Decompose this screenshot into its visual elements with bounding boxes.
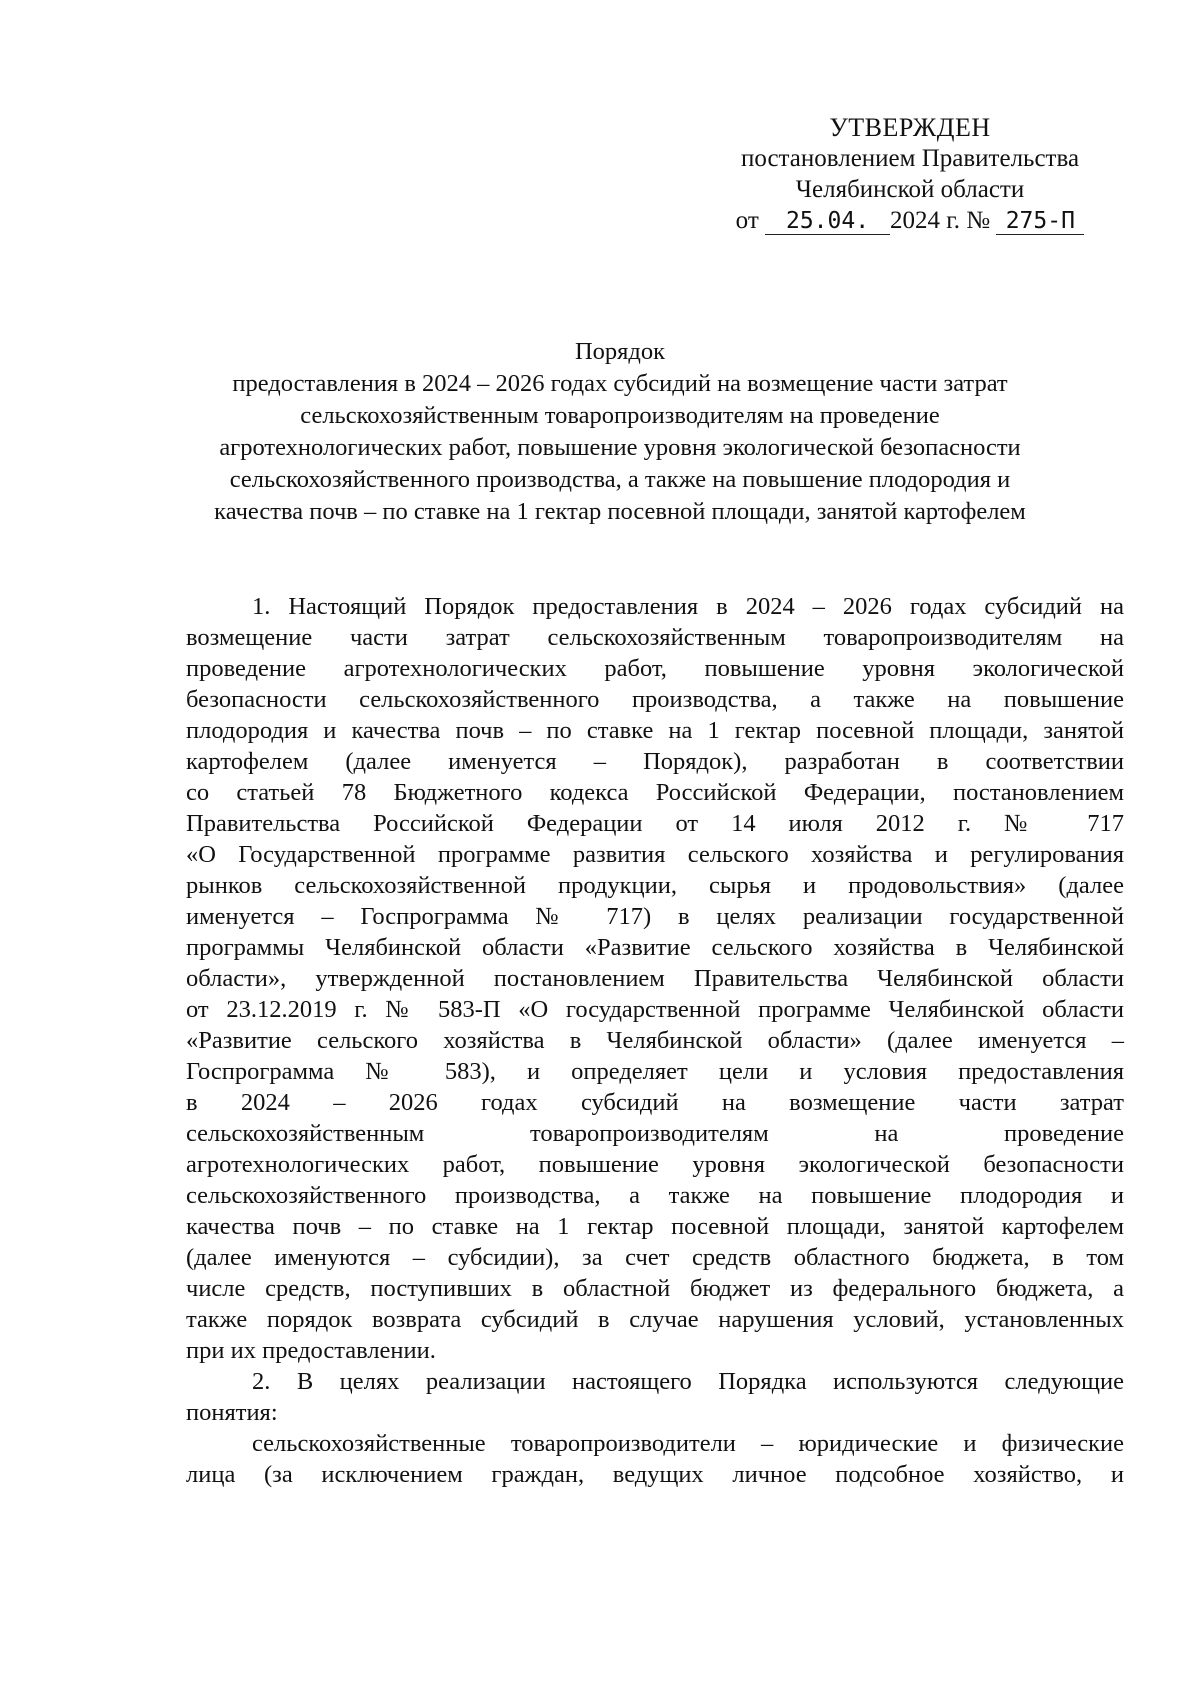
title-name: Порядок — [574, 338, 666, 365]
body-line: безопасности сельскохозяйственного производства, а также на повышение — [186, 686, 1124, 713]
body-line: сельскохозяйственные товаропроизводители – юридические и физические — [252, 1430, 1124, 1457]
body-line: программы Челябинской области «Развитие сельского хозяйства в Челябинской — [186, 934, 1124, 961]
body-line: лица (за исключением граждан, ведущих личное подсобное хозяйство, и — [186, 1461, 1124, 1488]
document-body — [186, 591, 1124, 1490]
body-line: (далее именуются – субсидии), за счет средств областного бюджета, в том — [186, 1244, 1124, 1271]
body-line: в 2024 – 2026 годах субсидий на возмещение части затрат — [186, 1089, 1124, 1116]
body-line: 1. Настоящий Порядок предоставления в 2024 – 2026 годах субсидий на — [252, 593, 1124, 620]
approval-word: УТВЕРЖДЕН — [829, 113, 991, 142]
title-line: качества почв – по ставке на 1 гектар посевной площади, занятой картофелем — [214, 498, 1026, 525]
body-line: качества почв – по ставке на 1 гектар посевной площади, занятой картофелем — [186, 1213, 1124, 1240]
body-line: агротехнологических работ, повышение уровня экологической безопасности — [186, 1151, 1124, 1178]
body-line: сельскохозяйственного производства, а также на повышение плодородия и — [186, 1182, 1124, 1209]
body-line: при их предоставлении. — [186, 1337, 436, 1364]
body-line: рынков сельскохозяйственной продукции, сырья и продовольствия» (далее — [186, 872, 1124, 899]
approval-line-1: постановлением Правительства — [740, 145, 1080, 172]
approval-year: 2024 г. № — [890, 207, 991, 234]
approval-stamp — [720, 112, 1100, 236]
body-line: от 23.12.2019 г. № 583-П «О государственной программе Челябинской области — [186, 996, 1124, 1023]
approval-number-field: 275-П — [996, 208, 1084, 235]
approval-date-line — [720, 205, 1100, 236]
body-line: понятия: — [186, 1399, 278, 1426]
approval-date-field: 25.04. — [765, 208, 890, 235]
body-line: «Развитие сельского хозяйства в Челябинской области» (далее именуется – — [186, 1027, 1124, 1054]
body-line: числе средств, поступивших в областной бюджет из федерального бюджета, а — [186, 1275, 1124, 1302]
body-line: «О Государственной программе развития сельского хозяйства и регулирования — [186, 841, 1124, 868]
approval-line-2: Челябинской области — [795, 176, 1025, 203]
body-line: Правительства Российской Федерации от 14 июля 2012 г. № 717 — [186, 810, 1124, 837]
body-line: 2. В целях реализации настоящего Порядка используются следующие — [252, 1368, 1124, 1395]
body-line: сельскохозяйственным товаропроизводителям на проведение — [186, 1120, 1124, 1147]
body-line: картофелем (далее именуется – Порядок), разработан в соответствии — [186, 748, 1124, 775]
body-line: возмещение части затрат сельскохозяйственным товаропроизводителям на — [186, 624, 1124, 651]
title-line: предоставления в 2024 – 2026 годах субсидий на возмещение части затрат — [232, 370, 1008, 397]
approval-date-prefix: от — [735, 207, 759, 234]
document-title — [180, 336, 1060, 528]
body-line: именуется – Госпрограмма № 717) в целях реализации государственной — [186, 903, 1124, 930]
title-line: сельскохозяйственным товаропроизводителям на проведение — [300, 402, 940, 429]
title-line: агротехнологических работ, повышение уровня экологической безопасности — [219, 434, 1021, 461]
body-line: проведение агротехнологических работ, повышение уровня экологической — [186, 655, 1124, 682]
body-line: области», утвержденной постановлением Правительства Челябинской области — [186, 965, 1124, 992]
body-line: Госпрограмма № 583), и определяет цели и условия предоставления — [186, 1058, 1124, 1085]
body-line: также порядок возврата субсидий в случае нарушения условий, установленных — [186, 1306, 1124, 1333]
body-line: со статьей 78 Бюджетного кодекса Российской Федерации, постановлением — [186, 779, 1124, 806]
title-line: сельскохозяйственного производства, а также на повышение плодородия и — [229, 466, 1011, 493]
body-line: плодородия и качества почв – по ставке на 1 гектар посевной площади, занятой — [186, 717, 1124, 744]
